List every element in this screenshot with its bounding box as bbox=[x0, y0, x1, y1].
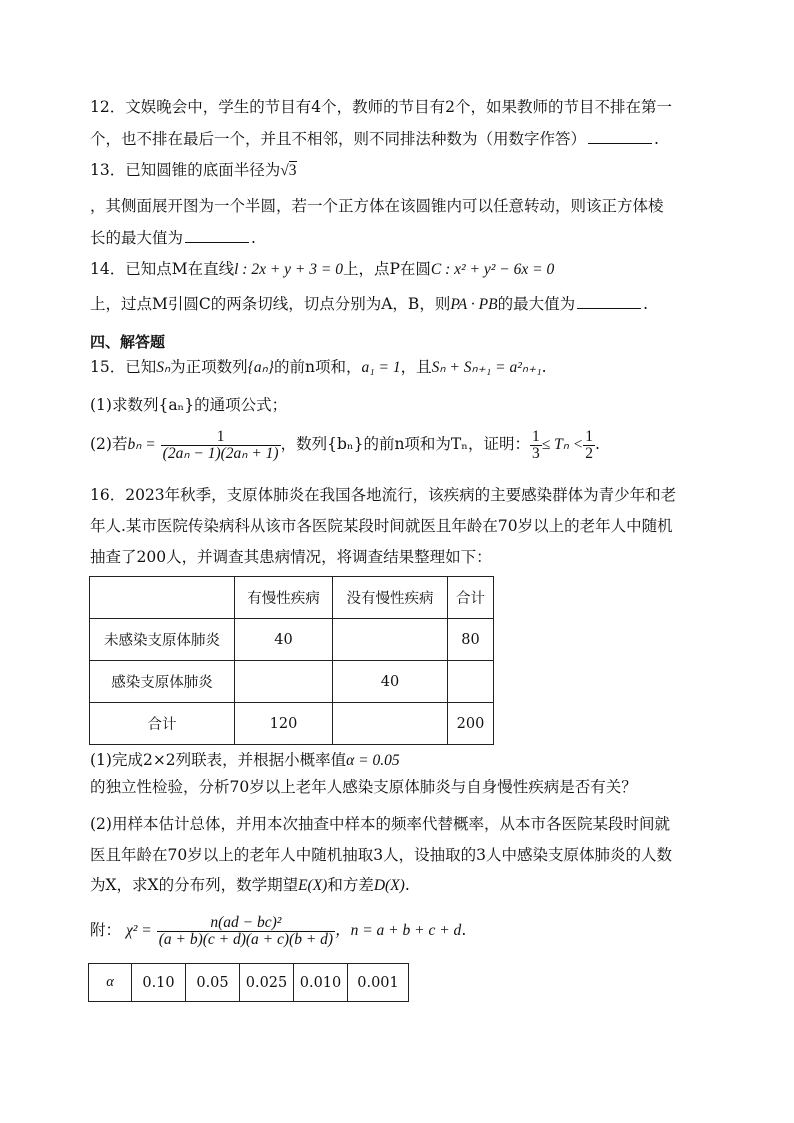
chi-denominator: (a + b)(c + d)(a + c)(b + d) bbox=[158, 930, 334, 948]
q12-line1: 12．文娱晚会中，学生的节目有4个，教师的节目有2个，如果教师的节目不排在第一 bbox=[90, 98, 672, 116]
table-cell bbox=[448, 661, 494, 703]
q14-line1 bbox=[90, 259, 554, 280]
appendix-formula: 附： χ² = $\frac{\text{n(ad − bc)²}}{(a + b)(c + d)(a + c)(b + d)}$ ，n = a + b + c + d. bbox=[90, 913, 467, 948]
alpha-cell: 0.010 bbox=[294, 964, 348, 1002]
contingency-table bbox=[89, 576, 494, 745]
table-cell: 80 bbox=[448, 619, 494, 661]
alpha-cell: 0.10 bbox=[132, 964, 186, 1002]
table-cell: 未感染支原体肺炎 bbox=[90, 619, 235, 661]
n-equation: ，n = a + b + c + d bbox=[335, 922, 462, 939]
table-cell: 120 bbox=[235, 703, 333, 745]
q15-line1b: 为正项数列 bbox=[170, 358, 248, 376]
upper-denominator: 2 bbox=[585, 444, 593, 462]
lower-bound-fraction bbox=[530, 429, 542, 462]
table-cell: 合计 bbox=[90, 703, 235, 745]
q14-line2a: 上，过点M引圆C的两条切线，切点分别为A，B，则 bbox=[90, 295, 451, 313]
upper-bound-fraction bbox=[583, 429, 595, 462]
table-row bbox=[90, 703, 494, 745]
alpha-cell: 0.05 bbox=[186, 964, 240, 1002]
vector-expression: PA · PB bbox=[450, 296, 498, 313]
q15-part1: (1)求数列{aₙ}的通项公式； bbox=[90, 396, 288, 414]
answer-blank bbox=[588, 129, 652, 144]
table-header-cell bbox=[90, 577, 235, 619]
appendix-label: 附： bbox=[90, 921, 122, 939]
bn-denominator: (2aₙ − 1)(2aₙ + 1) bbox=[162, 444, 279, 462]
chi-square-fraction bbox=[157, 915, 335, 948]
inequality-middle: ≤ Tₙ < bbox=[541, 436, 584, 453]
table-cell: 感染支原体肺炎 bbox=[90, 661, 235, 703]
table-header-cell: 有慢性疾病 bbox=[235, 577, 333, 619]
q16-line2: 年人.某市医院传染病科从该市各医院某段时间就医且年龄在70岁以上的老年人中随机 bbox=[90, 517, 673, 535]
q15-part2: (2)若bₙ = $\frac{1}{\text{(2aₙ − 1)(2aₙ + 1)}}$ ，数列{bₙ}的前n项和为Tₙ，证明： $\frac{1}{3}$ ≤ Tₙ < $\frac{1}{2}$ . bbox=[90, 427, 600, 462]
q16-part2-line1: (2)用样本估计总体，并用本次抽查中样本的频率代替概率，从本市各医院某段时间就 bbox=[90, 815, 670, 833]
q16-part2-line3: 为X，求X的分布列，数学期望E(X)和方差D(X). bbox=[90, 876, 410, 894]
q13-line3: 长的最大值为 . bbox=[90, 229, 256, 247]
q13-line3-text: 长的最大值为 bbox=[90, 229, 184, 247]
q14-line2: 上，过点M引圆C的两条切线，切点分别为A，B，则PA · PB的最大值为 . bbox=[90, 295, 649, 313]
q16-part2-line2: 医且年龄在70岁以上的老年人中随机抽取3人，设抽取的3人中感染支原体肺炎的人数 bbox=[90, 846, 672, 864]
table-header-cell: 合计 bbox=[448, 577, 494, 619]
bn-symbol: bₙ = bbox=[127, 436, 156, 453]
q16-line3: 抽查了200人，并调查其患病情况，将调查结果整理如下： bbox=[90, 548, 492, 566]
table-row bbox=[90, 661, 494, 703]
alpha-value: α = 0.05 bbox=[346, 752, 400, 769]
q15-line1a: 15．已知 bbox=[90, 358, 157, 376]
q14-line2b: 的最大值为 bbox=[497, 295, 576, 313]
sqrt-expression: √3 bbox=[280, 162, 297, 179]
table-cell bbox=[333, 703, 448, 745]
table-cell bbox=[333, 619, 448, 661]
alpha-row bbox=[89, 964, 409, 1002]
sn-symbol: Sₙ bbox=[156, 359, 171, 376]
an-set: {aₙ} bbox=[247, 359, 275, 376]
q12-line2: 个，也不排在最后一个，并且不相邻，则不同排法种数为（用数字作答） . bbox=[90, 130, 659, 148]
table-cell: 40 bbox=[235, 619, 333, 661]
q16-p2l3a: 为X，求X的分布列，数学期望 bbox=[90, 876, 299, 894]
q14-line1b: 上，点P在圆 bbox=[342, 260, 431, 278]
condition-a1: a₁ = 1 bbox=[361, 359, 401, 376]
q15-line1d: ，且 bbox=[400, 358, 432, 376]
alpha-cell: 0.025 bbox=[240, 964, 294, 1002]
section-heading: 四、解答题 bbox=[90, 333, 166, 351]
answer-blank bbox=[577, 294, 641, 309]
q16-p1a: (1)完成2×2列联表，并根据小概率值 bbox=[90, 751, 347, 769]
q15-p2b: ，数列{bₙ}的前n项和为Tₙ，证明： bbox=[280, 435, 530, 453]
q13-line2: ，其侧面展开图为一个半圆，若一个正方体在该圆锥内可以任意转动，则该正方体棱 bbox=[90, 197, 664, 215]
expectation: E(X) bbox=[298, 877, 328, 894]
sqrt-value: 3 bbox=[288, 162, 297, 179]
line-equation: l : 2x + y + 3 = 0 bbox=[234, 261, 343, 278]
upper-numerator: 1 bbox=[585, 427, 593, 445]
alpha-header: α bbox=[89, 964, 132, 1002]
table-cell: 40 bbox=[333, 661, 448, 703]
table-cell: 200 bbox=[448, 703, 494, 745]
answer-blank bbox=[185, 228, 249, 243]
q15-line1: 15．已知Sₙ为正项数列{aₙ}的前n项和，a₁ = 1，且Sₙ + Sₙ₊₁ = a²ₙ₊₁. bbox=[90, 358, 547, 376]
table-header-row bbox=[90, 577, 494, 619]
q16-part1-cont: 的独立性检验，分析70岁以上老年人感染支原体肺炎与自身慢性疾病是否有关？ bbox=[90, 778, 637, 796]
q16-line1: 16．2023年秋季，支原体肺炎在我国各地流行，该疾病的主要感染群体为青少年和老 bbox=[90, 486, 677, 504]
bn-numerator: 1 bbox=[216, 427, 225, 445]
lower-denominator: 3 bbox=[531, 444, 540, 462]
q13-line1 bbox=[90, 160, 297, 181]
q12-line2-text: 个，也不排在最后一个，并且不相邻，则不同排法种数为（用数字作答） bbox=[90, 130, 587, 148]
q15-p2a: (2)若 bbox=[90, 435, 128, 453]
q13-line1-text: 13．已知圆锥的底面半径为 bbox=[90, 161, 281, 179]
table-header-cell: 没有慢性疾病 bbox=[333, 577, 448, 619]
chi-numerator: n(ad − bc)² bbox=[210, 913, 282, 931]
variance: D(X) bbox=[373, 877, 405, 894]
chi-square-lhs: χ² = bbox=[125, 922, 152, 939]
q16-p2l3b: 和方差 bbox=[327, 876, 374, 894]
q15-line1c: 的前n项和， bbox=[274, 358, 362, 376]
table-row bbox=[90, 619, 494, 661]
alpha-cell: 0.001 bbox=[348, 964, 409, 1002]
circle-equation: C : x² + y² − 6x = 0 bbox=[430, 261, 555, 278]
alpha-table bbox=[88, 963, 409, 1002]
lower-numerator: 1 bbox=[531, 427, 540, 445]
condition-sum: Sₙ + Sₙ₊₁ = a²ₙ₊₁ bbox=[431, 359, 542, 376]
q16-part1 bbox=[90, 750, 400, 771]
table-cell bbox=[235, 661, 333, 703]
bn-fraction bbox=[161, 429, 281, 462]
q14-line1a: 14．已知点M在直线 bbox=[90, 260, 235, 278]
